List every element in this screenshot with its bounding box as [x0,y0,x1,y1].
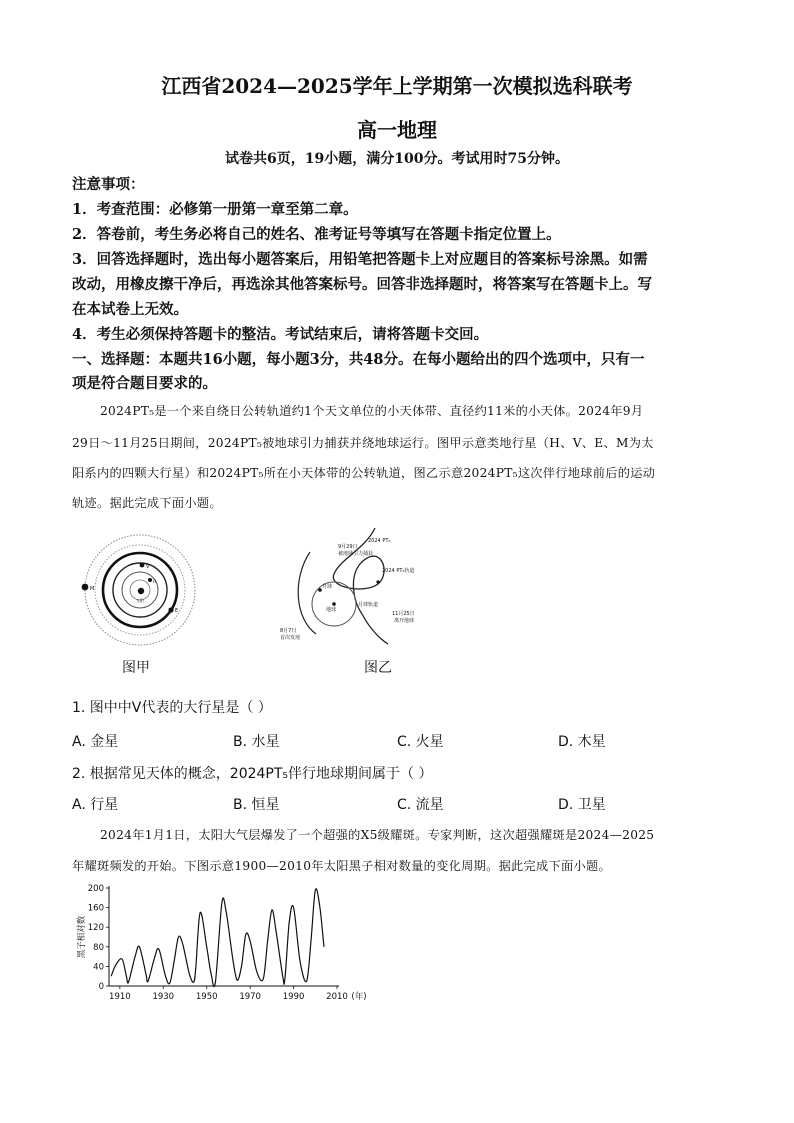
q2-option-c[interactable]: C. 流星 [397,797,444,813]
passage-line: 轨迹。据此完成下面小题。 [72,496,222,510]
notice-item: 改动，用橡皮擦干净后，再选涂其他答案标号。回答非选择题时，将答案写在答题卡上。写 [72,276,652,293]
x-tick-label: 1950 [195,992,218,1002]
earth-label: 地球 [326,607,337,613]
passage-line: 2024PT₅是一个来自绕日公转轨道约1个天文单位的小天体带、直径约11米的小天体。2024年9月 [100,404,644,418]
notice-item: 1．考查范围：必修第一册第一章至第二章。 [72,201,358,218]
notice-item: 在本试卷上无效。 [72,301,188,318]
question-1-stem: 1. 图中中V代表的大行星是（ ） [72,700,272,716]
figure-yi [270,524,450,648]
y-tick-label: 160 [87,903,104,914]
y-axis-label: 黑子相对数 [77,915,87,959]
notice-item: 4．考生必须保持答题卡的整洁。考试结束后，请将答题卡交回。 [72,326,489,343]
sun-label: 太阳 [136,598,144,603]
x-tick-label: 1930 [152,992,175,1002]
y-tick-label: 120 [87,923,104,934]
x-tick-label: 1910 [109,992,131,1002]
section-heading: 项是符合题目要求的。 [72,375,217,392]
sep29-note: 被地球引力捕获 [338,551,374,557]
pt5-label: 2024 PT₅ [368,538,391,544]
y-tick-label: 40 [93,962,104,973]
q1-option-c[interactable]: C. 火星 [397,734,444,750]
nov25-note: 离开地球 [394,618,415,624]
y-tick-label: 0 [98,982,104,992]
aug7-note: 首次发现 [280,635,301,641]
q2-option-d[interactable]: D. 卫星 [558,797,606,813]
passage-line: 2024年1月1日，太阳大气层爆发了一个超强的X5级耀斑。专家判断，这次超强耀斑是2024—2025 [100,828,655,842]
earth-icon [332,602,336,606]
passage-line: 阳系内的四颗大行星）和2024PT₅所在小天体带的公转轨道，图乙示意2024PT₅这次伴行地球前后的运动 [72,466,656,480]
q1-option-a[interactable]: A. 金星 [72,734,119,750]
x-tick-label: 1990 [282,992,305,1002]
notice-item: 2．答卷前，考生务必将自己的姓名、准考证号等填写在答题卡指定位置上。 [72,226,561,243]
question-2-stem: 2. 根据常见天体的概念，2024PT₅伴行地球期间属于（ ） [72,766,433,782]
planet-v [140,563,145,568]
moon-orbit-label: 月球轨道 [358,602,379,608]
pt5-point-icon [376,580,379,583]
pt5-approach-path [298,552,316,634]
planet-e-label: E [175,608,179,614]
q2-option-a[interactable]: A. 行星 [72,797,119,813]
notice-item: 3．回答选择题时，选出每小题答案后，用铅笔把答题卡上对应题目的答案标号涂黑。如需 [72,251,648,268]
q1-option-d[interactable]: D. 木星 [558,734,606,750]
x-tick-label: 1970 [239,992,261,1002]
sun-icon [138,588,144,594]
series-line [111,889,324,987]
figure-yi-caption: 图乙 [364,660,392,676]
planet-m [82,584,89,591]
notice-heading: 注意事项： [72,176,145,193]
q1-option-b[interactable]: B. 水星 [233,734,280,750]
x-axis-label: (年) [351,992,367,1002]
y-tick-label: 200 [87,884,104,894]
aug7-label: 8月7日 [280,628,297,634]
passage-line: 29日～11月25日期间，2024PT₅被地球引力捕获并绕地球运行。图甲示意类地行星（H、V、E、M为太 [72,436,654,450]
planet-e [168,607,173,612]
sep29-label: 9月29日 [338,544,358,550]
planet-h-label: H [153,580,157,585]
sunspot-chart [72,878,382,1006]
planet-h [148,578,152,582]
section-heading: 一、选择题：本题共16小题，每小题3分，共48分。在每小题给出的四个选项中，只有一 [72,351,645,368]
pt5-orbit-label: 2024 PT₅轨道 [382,568,415,574]
q2-option-b[interactable]: B. 恒星 [233,797,280,813]
nov25-label: 11月25日 [392,611,415,617]
planet-v-label: V [146,564,150,570]
planet-m-label: M [90,586,95,592]
exam-title: 江西省2024—2025学年上学期第一次模拟选科联考 [161,74,633,98]
y-tick-label: 80 [93,942,104,953]
subject-title: 高一地理 [357,118,437,142]
moon-label: 月球 [322,584,333,590]
passage-line: 年耀斑频发的开始。下图示意1900—2010年太阳黑子相对数量的变化周期。据此完成下面小题。 [72,859,611,873]
exam-info: 试卷共6页，19小题，满分100分。考试用时75分钟。 [225,151,569,167]
figure-jia-caption: 图甲 [122,660,150,676]
figure-jia [78,528,198,648]
x-tick-label: 2010 [326,992,348,1002]
